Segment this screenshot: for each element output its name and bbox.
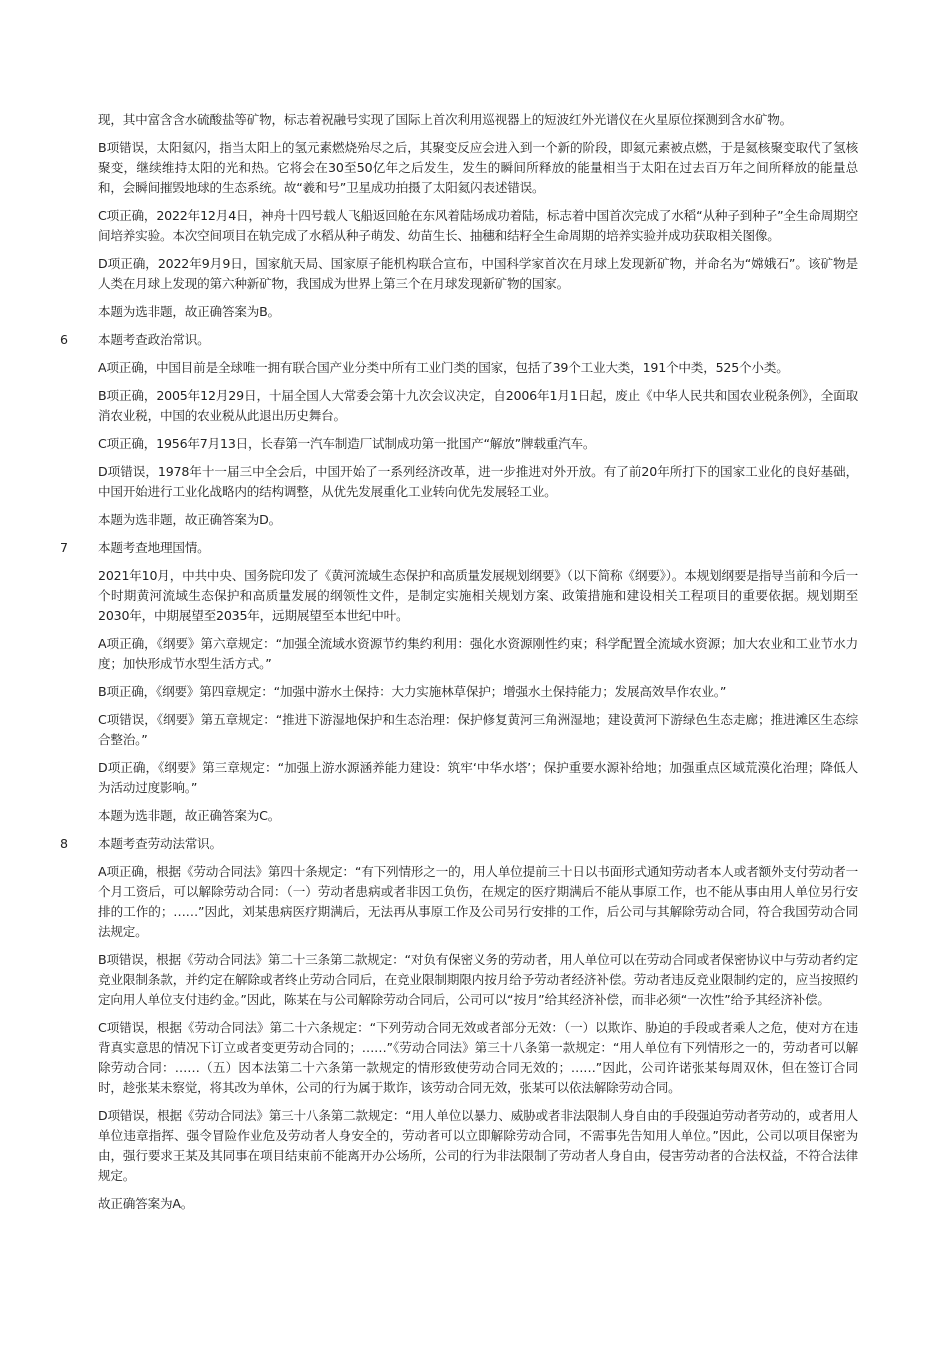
question-number: 8 (60, 836, 69, 851)
answer-paragraph: D项错误，1978年十一届三中全会后，中国开始了一系列经济改革，进一步推进对外开放。有了前20年所打下的国家工业化的良好基础，中国开始进行工业化战略内的结构调整，从优先发展重化工业转向优先发展轻工业。 (98, 464, 858, 499)
answer-paragraph: 故正确答案为A。 (98, 1196, 194, 1211)
answer-paragraph: B项正确，《纲要》第四章规定：“加强中游水土保持：大力实施林草保护；增强水土保持能力；发展高效旱作农业。” (98, 684, 727, 699)
answer-paragraph: 本题为选非题，故正确答案为C。 (98, 808, 281, 823)
question-number: 6 (60, 332, 69, 347)
answer-paragraph: 现，其中富含含水硫酸盐等矿物，标志着祝融号实现了国际上首次利用巡视器上的短波红外光谱仪在火星原位探测到含水矿物。 (98, 112, 793, 127)
answer-paragraph: 本题为选非题，故正确答案为D。 (98, 512, 282, 527)
answer-paragraph: D项正确，2022年9月9日，国家航天局、国家原子能机构联合宣布，中国科学家首次在月球上发现新矿物，并命名为“嫦娥石”。该矿物是人类在月球上发现的第六种新矿物，我国成为世界上第三个在月球发现新矿物的国家。 (98, 256, 858, 291)
question-topic: 本题考查地理国情。 (98, 540, 210, 555)
question-topic: 本题考查劳动法常识。 (98, 836, 222, 851)
answer-paragraph: C项正确，1956年7月13日，长春第一汽车制造厂试制成功第一批国产“解放”牌载重汽车。 (98, 436, 596, 451)
answer-paragraph: C项错误，《纲要》第五章规定：“推进下游湿地保护和生态治理：保护修复黄河三角洲湿地；建设黄河下游绿色生态走廊；推进滩区生态综合整治。” (98, 712, 858, 747)
answer-paragraph: A项正确，根据《劳动合同法》第四十条规定：“有下列情形之一的，用人单位提前三十日以书面形式通知劳动者本人或者额外支付劳动者一个月工资后，可以解除劳动合同：（一）劳动者患病或者非因工负伤，在规定的医疗期满后不能从事原工作，也不能从事由用人单位另行安排的工作的；……”因此，刘某患病医疗期满后，无法再从事原工作及公司另行安排的工作，后公司与其解除劳动合同，符合我国劳动合同法规定。 (98, 864, 858, 939)
answer-paragraph: C项错误，根据《劳动合同法》第二十六条规定：“下列劳动合同无效或者部分无效：（一）以欺诈、胁迫的手段或者乘人之危，使对方在违背真实意思的情况下订立或者变更劳动合同的；……”《劳动合同法》第三十八条第一款规定：“用人单位有下列情形之一的，劳动者可以解除劳动合同：……（五）因本法第二十六条第一款规定的情形致使劳动合同无效的；……”因此，公司许诺张某每周双休，但在签订合同时，趁张某未察觉，将其改为单休，公司的行为属于欺诈，该劳动合同无效，张某可以依法解除劳动合同。 (98, 1020, 858, 1095)
answer-paragraph: A项正确，《纲要》第六章规定：“加强全流域水资源节约集约利用：强化水资源刚性约束；科学配置全流域水资源；加大农业和工业节水力度；加快形成节水型生活方式。” (98, 636, 858, 671)
question-number: 7 (60, 540, 69, 555)
answer-paragraph: D项正确，《纲要》第三章规定：“加强上游水源涵养能力建设：筑牢‘中华水塔’；保护重要水源补给地；加强重点区域荒漠化治理；降低人为活动过度影响。” (98, 760, 858, 795)
document-page (0, 110, 950, 1222)
answer-paragraph: B项错误，太阳氦闪，指当太阳上的氢元素燃烧殆尽之后，其聚变反应会进入到一个新的阶段，即氦元素被点燃，于是氦核聚变取代了氢核聚变，继续维持太阳的光和热。它将会在30至50亿年之后发生，发生的瞬间所释放的能量相当于太阳在过去百万年之间所释放的能量总和，会瞬间摧毁地球的生态系统。故“羲和号”卫星成功拍摄了太阳氦闪表述错误。 (98, 140, 858, 195)
question-topic: 本题考查政治常识。 (98, 332, 210, 347)
question-header (0, 834, 950, 862)
answer-paragraph: B项正确，2005年12月29日，十届全国人大常委会第十九次会议决定，自2006年1月1日起，废止《中华人民共和国农业税条例》，全面取消农业税，中国的农业税从此退出历史舞台。 (98, 388, 858, 423)
answer-paragraph: C项正确，2022年12月4日，神舟十四号载人飞船返回舱在东风着陆场成功着陆，标志着中国首次完成了水稻“从种子到种子”全生命周期空间培养实验。本次空间项目在轨完成了水稻从种子萌发、幼苗生长、抽穗和结籽全生命周期的培养实验并成功获取相关图像。 (98, 208, 858, 243)
question-header (0, 330, 950, 358)
answer-paragraph: 2021年10月，中共中央、国务院印发了《黄河流域生态保护和高质量发展规划纲要》（以下简称《纲要》）。本规划纲要是指导当前和今后一个时期黄河流域生态保护和高质量发展的纲领性文件，是制定实施相关规划方案、政策措施和建设相关工程项目的重要依据。规划期至2030年，中期展望至2035年，远期展望至本世纪中叶。 (98, 568, 858, 623)
question-header (0, 538, 950, 566)
answer-paragraph: A项正确，中国目前是全球唯一拥有联合国产业分类中所有工业门类的国家，包括了39个工业大类，191个中类，525个小类。 (98, 360, 789, 375)
answer-paragraph: 本题为选非题，故正确答案为B。 (98, 304, 280, 319)
answer-paragraph: B项错误，根据《劳动合同法》第二十三条第二款规定：“对负有保密义务的劳动者，用人单位可以在劳动合同或者保密协议中与劳动者约定竞业限制条款，并约定在解除或者终止劳动合同后，在竞业限制期限内按月给予劳动者经济补偿。劳动者违反竞业限制约定的，应当按照约定向用人单位支付违约金。”因此，陈某在与公司解除劳动合同后，公司可以“按月”给其经济补偿，而非必须“一次性”给予其经济补偿。 (98, 952, 858, 1007)
answer-paragraph: D项错误，根据《劳动合同法》第三十八条第二款规定：“用人单位以暴力、威胁或者非法限制人身自由的手段强迫劳动者劳动的，或者用人单位违章指挥、强令冒险作业危及劳动者人身安全的，劳动者可以立即解除劳动合同，不需事先告知用人单位。”因此，公司以项目保密为由，强行要求王某及其同事在项目结束前不能离开办公场所，公司的行为非法限制了劳动者人身自由，侵害劳动者的合法权益，不符合法律规定。 (98, 1108, 858, 1183)
